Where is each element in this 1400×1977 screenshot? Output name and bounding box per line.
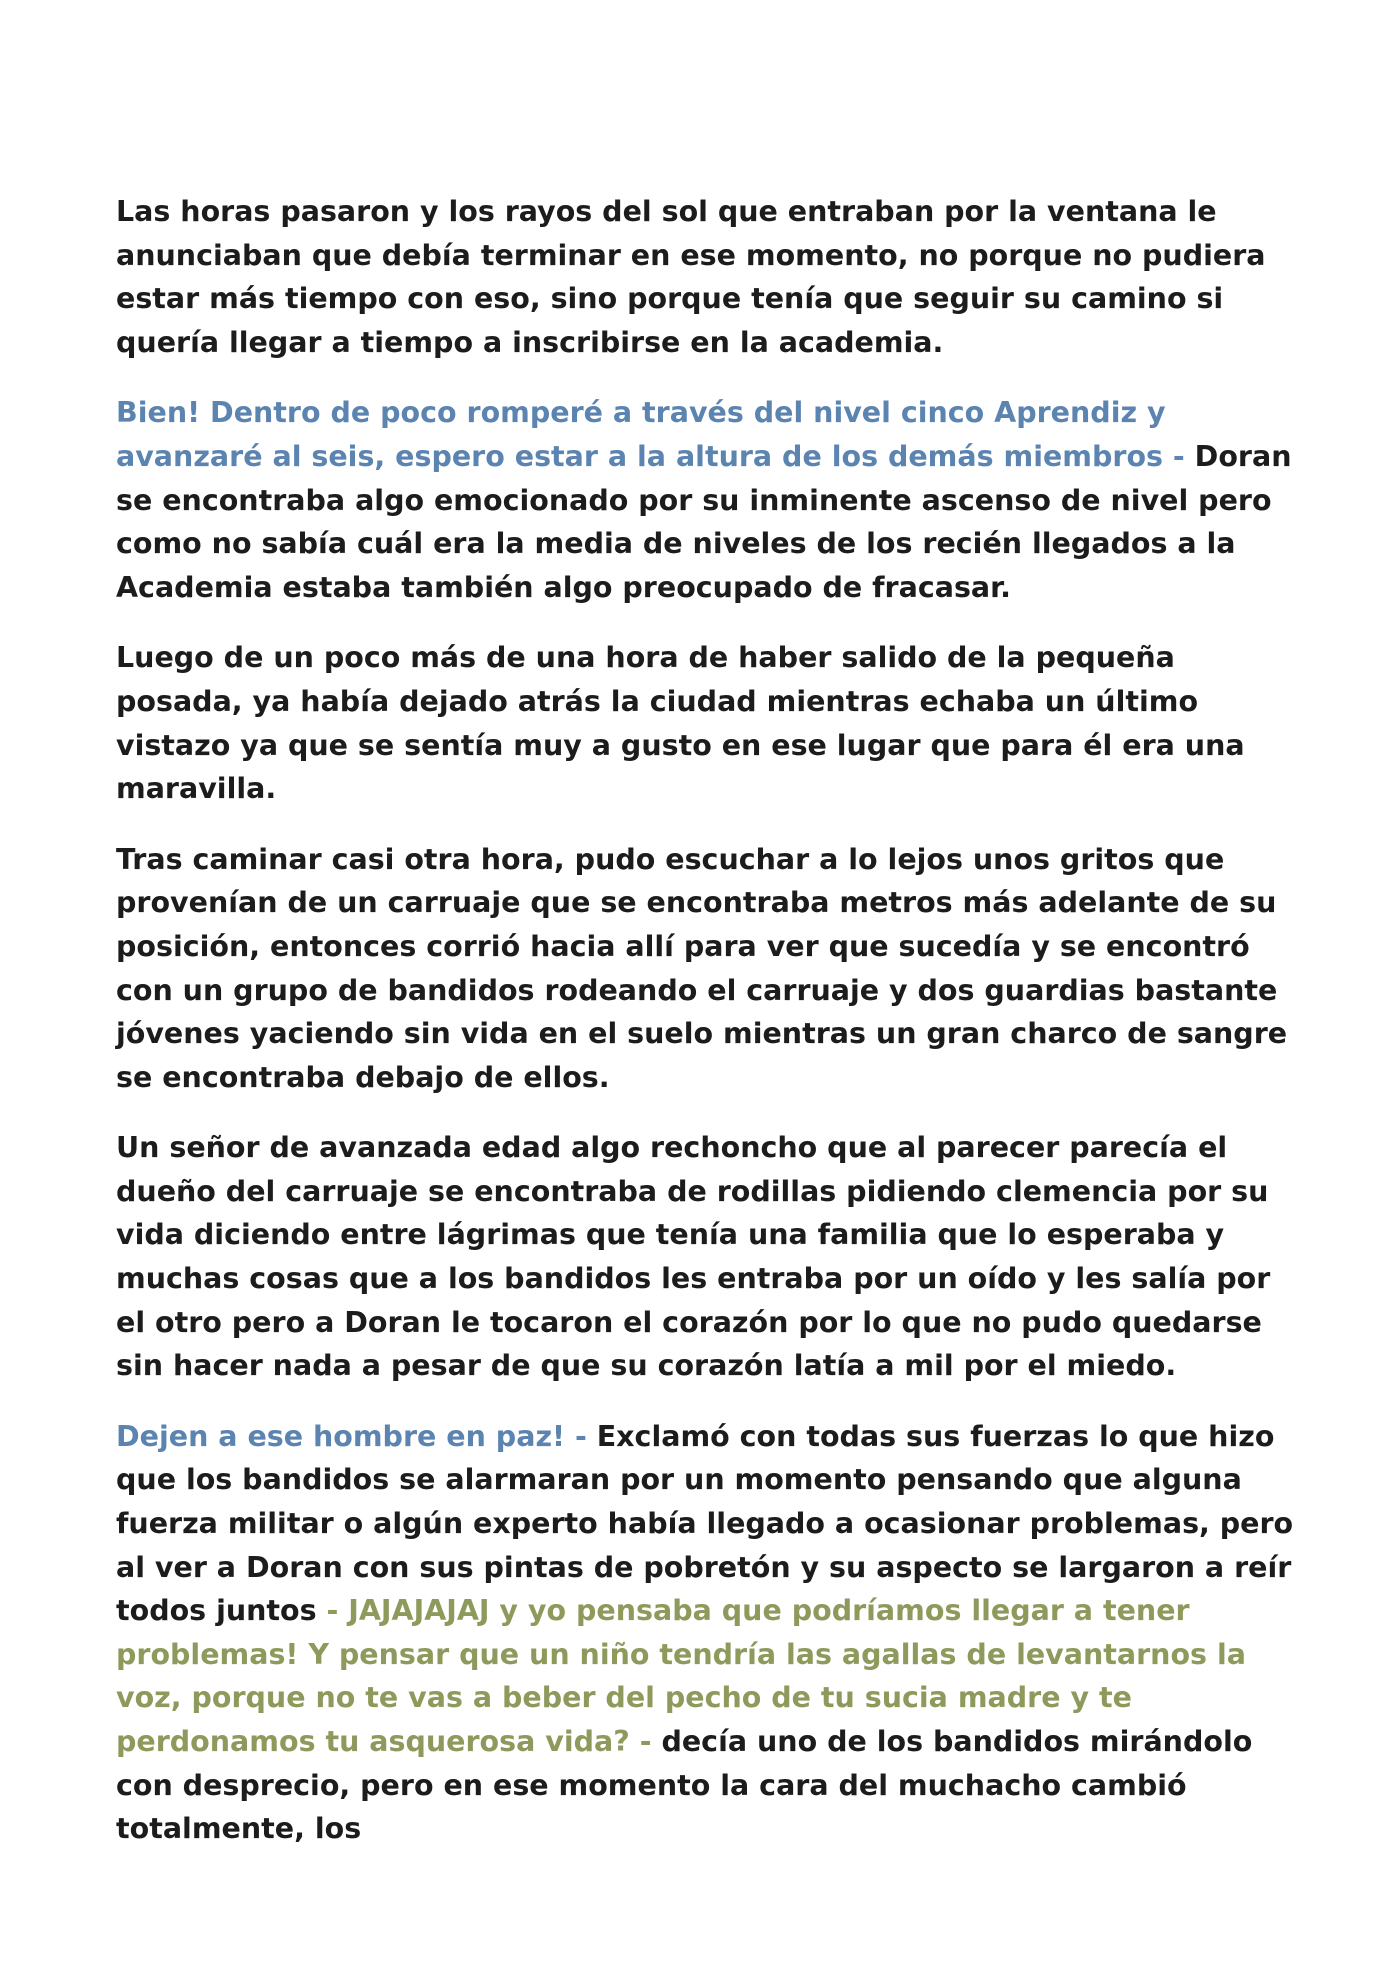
narration-text: Un señor de avanzada edad algo rechoncho que al parecer parecía el dueño del carruaje se encontraba de rodillas pidiendo clemencia por su vida diciendo entre lágrimas que tenía una familia que lo esperaba y muchas cosas que a los bandidos les entraba por un oído y les salía por el otro pero a Doran le tocaron el corazón por lo que no pudo quedarse sin hacer nada a pesar de que su corazón latía a mil por el miedo. — [116, 1131, 1271, 1383]
narration-text: Exclamó con todas sus fuerzas lo que hizo que los bandidos se alarmaran por un momento pensando que alguna fuerza militar o algún experto había llegado a ocasionar problemas, pero al ver a Doran con sus pintas de pobretón y su aspecto se largaron a reír todos juntos — [116, 1419, 1294, 1628]
narration-text: Luego de un poco más de una hora de haber salido de la pequeña posada, ya había dejado atrás la ciudad mientras echaba un último vistazo ya que se sentía muy a gusto en ese lugar que para él era una maravilla. — [116, 641, 1245, 806]
narration-text: decía uno de los bandidos mirándolo con desprecio, pero en ese momento la cara del muchacho cambió totalmente, los — [116, 1725, 1253, 1846]
paragraph-3 — [116, 636, 1296, 810]
doran-dialogue: Dejen a ese hombre en paz! - — [116, 1419, 597, 1453]
paragraph-2 — [116, 391, 1296, 609]
narration-text: Tras caminar casi otra hora, pudo escuchar a lo lejos unos gritos que provenían de un carruaje que se encontraba metros más adelante de su posición, entonces corrió hacia allí para ver que sucedía y se encontró con un grupo de bandidos rodeando el carruaje y dos guardias bastante jóvenes yaciendo sin vida en el suelo mientras un gran charco de sangre se encontraba debajo de ellos. — [116, 842, 1288, 1094]
document-page — [116, 190, 1296, 1878]
doran-dialogue: Bien! Dentro de poco romperé a través del nivel cinco Aprendiz y avanzaré al seis, espero estar a la altura de los demás miembros - — [116, 396, 1195, 473]
paragraph-1 — [116, 190, 1296, 364]
narration-text: Doran se encontraba algo emocionado por su inminente ascenso de nivel pero como no sabía cuál era la media de niveles de los recién llegados a la Academia estaba también algo preocupado de fracasar. — [116, 439, 1292, 604]
bandit-dialogue: - JAJAJAJAJ y yo pensaba que podríamos llegar a tener problemas! Y pensar que un niño tendría las agallas de levantarnos la voz, porque no te vas a beber del pecho de tu sucia madre y te perdonamos tu asquerosa vida? - — [116, 1594, 1246, 1758]
paragraph-6 — [116, 1415, 1296, 1851]
paragraph-4 — [116, 838, 1296, 1100]
narration-text: Las horas pasaron y los rayos del sol que entraban por la ventana le anunciaban que debía terminar en ese momento, no porque no pudiera estar más tiempo con eso, sino porque tenía que seguir su camino si quería llegar a tiempo a inscribirse en la academia. — [116, 195, 1266, 359]
paragraph-5 — [116, 1126, 1296, 1388]
